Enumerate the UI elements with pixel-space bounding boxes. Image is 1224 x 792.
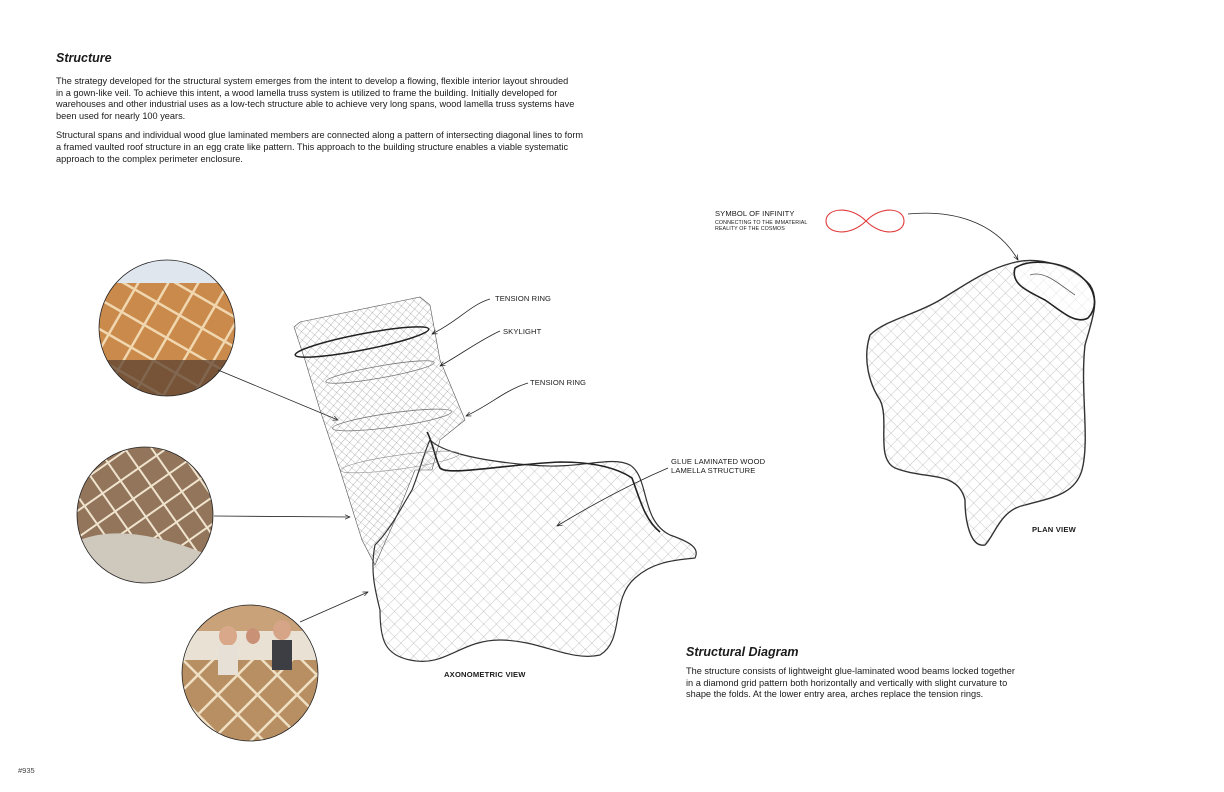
symbol-title: SYMBOL OF INFINITY bbox=[715, 209, 795, 218]
structural-diagram-title: Structural Diagram bbox=[686, 645, 799, 659]
symbol-of-infinity-caption bbox=[715, 209, 807, 233]
label-glulam bbox=[671, 457, 765, 475]
page-number: #935 bbox=[18, 766, 35, 775]
symbol-subtitle-line-1: CONNECTING TO THE IMMATERIAL bbox=[715, 220, 808, 226]
axonometric-drawing bbox=[294, 297, 697, 661]
photo-workers-assembly bbox=[180, 603, 325, 745]
leader-arrow bbox=[300, 592, 368, 622]
callout-arrow bbox=[908, 213, 1018, 260]
paragraph-line: The structure consists of lightweight glue-laminated wood beams locked together bbox=[686, 666, 1015, 676]
paragraph-line: Structural spans and individual wood glue laminated members are connected along a pattern of intersecting diagonal lines to form bbox=[56, 130, 584, 141]
photo-lamella-interior bbox=[95, 258, 240, 400]
paragraph-line: been used for nearly 100 years. bbox=[56, 110, 186, 121]
symbol-subtitle-line-2: REALITY OF THE COSMOS bbox=[715, 226, 785, 233]
paragraph-line: in a gown-like veil. To achieve this intent, a wood lamella truss system is utilized to frame the building. Initially developed for bbox=[56, 87, 558, 98]
label-tension-ring-mid: TENSION RING bbox=[530, 378, 587, 387]
photo-lamella-wall bbox=[75, 445, 220, 590]
label-skylight: SKYLIGHT bbox=[503, 327, 542, 336]
plan-view-drawing bbox=[867, 261, 1095, 546]
callout-arrow bbox=[440, 331, 500, 366]
label-axonometric-view: AXONOMETRIC VIEW bbox=[444, 670, 526, 679]
infinity-symbol-icon bbox=[826, 210, 904, 232]
callout-arrow bbox=[432, 299, 490, 334]
label-tension-ring-top: TENSION RING bbox=[495, 294, 552, 303]
paragraph-line: approach to the complex perimeter enclosure. bbox=[56, 153, 243, 164]
leader-arrow bbox=[214, 516, 350, 517]
paragraph-line: shape the folds. At the lower entry area, arches replace the tension rings. bbox=[686, 689, 984, 700]
structure-title: Structure bbox=[56, 51, 112, 65]
paragraph-line: in a diamond grid pattern both horizontally and vertically with slight curvature to bbox=[686, 677, 1008, 688]
label-plan-view: PLAN VIEW bbox=[1032, 525, 1076, 534]
paragraph-line: a framed vaulted roof structure in an egg crate like pattern. This approach to the building structure enables a viable systematic bbox=[56, 141, 569, 152]
label-glulam-line-2: LAMELLA STRUCTURE bbox=[671, 466, 756, 475]
label-glulam-line-1: GLUE LAMINATED WOOD bbox=[671, 457, 766, 466]
paragraph-line: The strategy developed for the structural system emerges from the intent to develop a flowing, flexible interior layout shrouded bbox=[56, 76, 569, 86]
callout-arrow bbox=[466, 383, 528, 416]
paragraph-line: warehouses and other industrial uses as a low-tech structure able to achieve very long spans, wood lamella truss systems have bbox=[56, 99, 575, 110]
structural-diagram-section bbox=[686, 645, 1086, 701]
structural-diagram-paragraph bbox=[686, 666, 1086, 701]
